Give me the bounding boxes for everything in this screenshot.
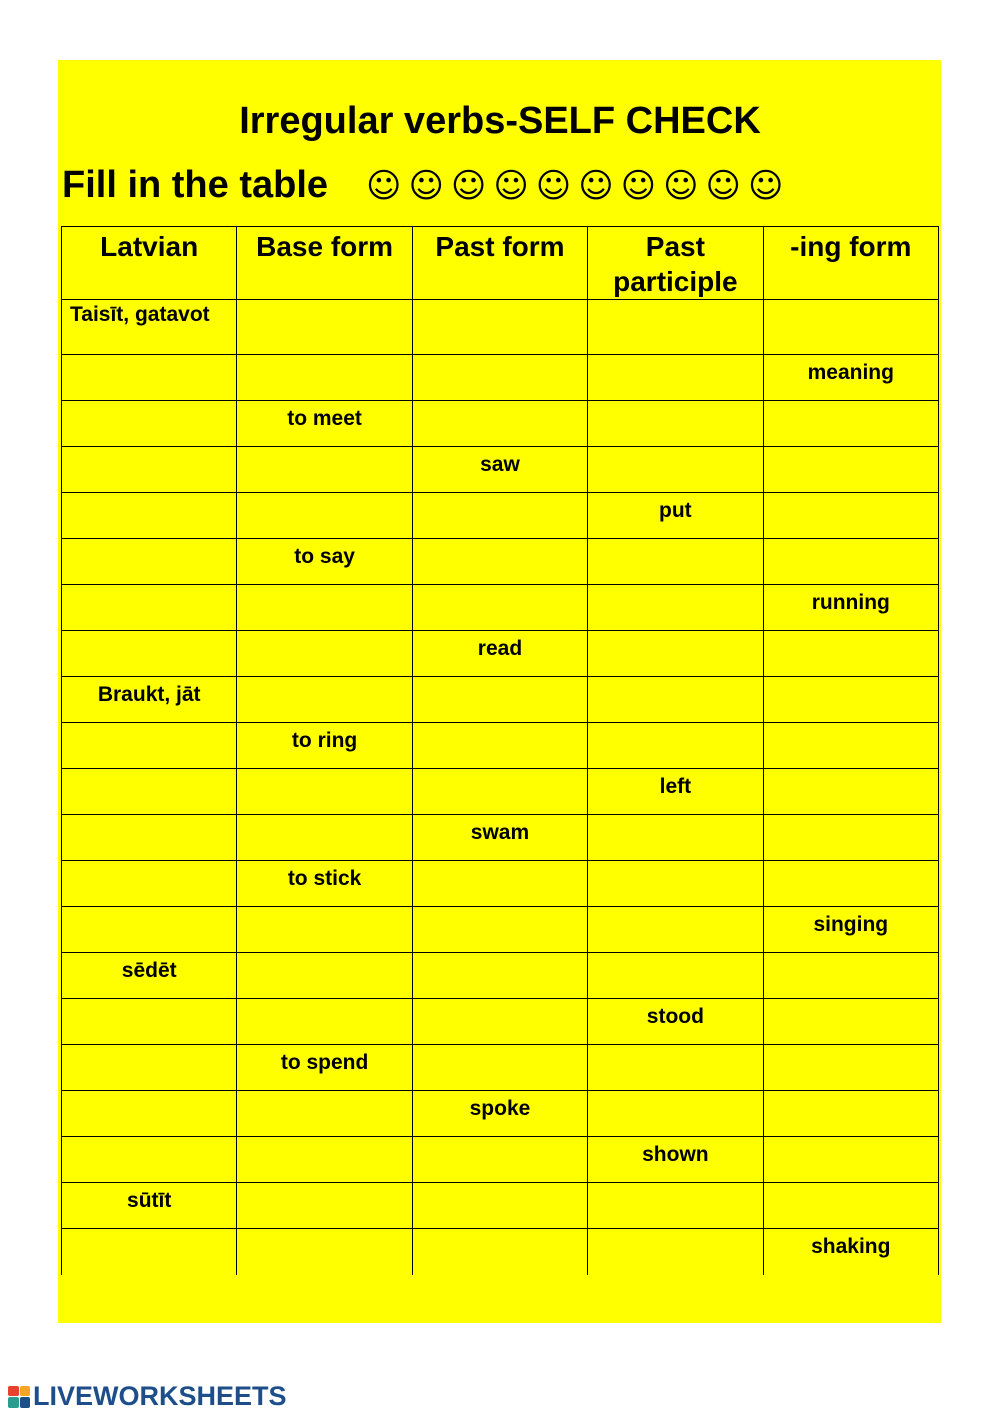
table-row [62,1183,939,1229]
answer-cell[interactable] [62,1137,237,1183]
given-cell: left [588,769,763,815]
branding [8,1381,287,1412]
answer-cell[interactable] [763,999,938,1045]
answer-cell[interactable] [588,355,763,401]
given-cell: to meet [237,401,412,447]
given-cell: Braukt, jāt [62,677,237,723]
answer-cell[interactable] [412,907,587,953]
logo-square [8,1386,19,1397]
table-row [62,355,939,401]
table-row [62,1045,939,1091]
answer-cell[interactable] [62,631,237,677]
table-row [62,723,939,769]
answer-cell[interactable] [763,300,938,355]
answer-cell[interactable] [412,999,587,1045]
answer-cell[interactable] [588,1229,763,1275]
answer-cell[interactable] [237,493,412,539]
answer-cell[interactable] [588,953,763,999]
answer-cell[interactable] [412,1229,587,1275]
answer-cell[interactable] [412,769,587,815]
answer-cell[interactable] [62,539,237,585]
answer-cell[interactable] [763,723,938,769]
table-row [62,953,939,999]
answer-cell[interactable] [588,401,763,447]
given-cell: to say [237,539,412,585]
answer-cell[interactable] [763,1183,938,1229]
answer-cell[interactable] [763,769,938,815]
answer-cell[interactable] [237,447,412,493]
answer-cell[interactable] [588,815,763,861]
liveworksheets-logo-icon [8,1386,30,1408]
table-row [62,300,939,355]
answer-cell[interactable] [412,677,587,723]
given-cell: to spend [237,1045,412,1091]
brand-name: LIVEWORKSHEETS [33,1381,287,1411]
answer-cell[interactable] [588,723,763,769]
given-cell: singing [763,907,938,953]
answer-cell[interactable] [237,1137,412,1183]
table-row [62,539,939,585]
answer-cell[interactable] [62,355,237,401]
answer-cell[interactable] [588,447,763,493]
answer-cell[interactable] [412,401,587,447]
answer-cell[interactable] [62,769,237,815]
header-past-form: Past form [412,227,587,300]
table-row [62,769,939,815]
answer-cell[interactable] [237,585,412,631]
answer-cell[interactable] [412,355,587,401]
logo-square [20,1386,31,1397]
answer-cell[interactable] [62,401,237,447]
answer-cell[interactable] [62,585,237,631]
answer-cell[interactable] [412,493,587,539]
answer-cell[interactable] [588,907,763,953]
answer-cell[interactable] [62,815,237,861]
answer-cell[interactable] [412,300,587,355]
given-cell: stood [588,999,763,1045]
given-cell: sūtīt [62,1183,237,1229]
answer-cell[interactable] [763,861,938,907]
answer-cell[interactable] [237,1229,412,1275]
answer-cell[interactable] [237,1183,412,1229]
answer-cell[interactable] [237,815,412,861]
header-base-form: Base form [237,227,412,300]
answer-cell[interactable] [588,539,763,585]
answer-cell[interactable] [62,447,237,493]
answer-cell[interactable] [412,585,587,631]
instruction-text: Fill in the table [62,164,329,206]
table-row [62,815,939,861]
given-cell: spoke [412,1091,587,1137]
verbs-table [61,226,939,1275]
answer-cell[interactable] [237,677,412,723]
given-cell: meaning [763,355,938,401]
answer-cell[interactable] [763,677,938,723]
given-cell: Taisīt, gatavot [62,300,237,355]
worksheet-title: Irregular verbs-SELF CHECK [239,100,761,142]
answer-cell[interactable] [763,1091,938,1137]
answer-cell[interactable] [412,723,587,769]
answer-cell[interactable] [763,401,938,447]
table-row [62,1091,939,1137]
header-latvian: Latvian [62,227,237,300]
given-cell: read [412,631,587,677]
answer-cell[interactable] [763,1045,938,1091]
answer-cell[interactable] [62,861,237,907]
table-row [62,907,939,953]
answer-cell[interactable] [412,539,587,585]
table-row [62,631,939,677]
given-cell: to stick [237,861,412,907]
answer-cell[interactable] [237,631,412,677]
given-cell: shaking [763,1229,938,1275]
table-row [62,999,939,1045]
answer-cell[interactable] [412,1137,587,1183]
answer-cell[interactable] [62,1229,237,1275]
answer-cell[interactable] [763,953,938,999]
answer-cell[interactable] [763,447,938,493]
table-header-row [62,227,939,300]
table-row [62,1137,939,1183]
given-cell: swam [412,815,587,861]
answer-cell[interactable] [412,1183,587,1229]
header-ing-form: -ing form [763,227,938,300]
table-row [62,585,939,631]
answer-cell[interactable] [237,999,412,1045]
answer-cell[interactable] [237,953,412,999]
answer-cell[interactable] [412,953,587,999]
answer-cell[interactable] [763,631,938,677]
answer-cell[interactable] [412,861,587,907]
answer-cell[interactable] [62,1045,237,1091]
answer-cell[interactable] [588,585,763,631]
given-cell: sēdēt [62,953,237,999]
table-row [62,493,939,539]
given-cell: running [763,585,938,631]
table-row [62,861,939,907]
smiley-row: ☺☺☺☺☺☺☺☺☺☺ [366,166,791,206]
answer-cell[interactable] [588,677,763,723]
answer-cell[interactable] [588,1045,763,1091]
given-cell: shown [588,1137,763,1183]
header-past-participle: Past participle [588,227,763,300]
answer-cell[interactable] [237,907,412,953]
answer-cell[interactable] [237,1091,412,1137]
table-row [62,677,939,723]
logo-square [8,1397,19,1408]
answer-cell[interactable] [237,300,412,355]
table-row [62,1229,939,1275]
answer-cell[interactable] [588,861,763,907]
answer-cell[interactable] [763,815,938,861]
answer-cell[interactable] [62,723,237,769]
logo-square [20,1397,31,1408]
answer-cell[interactable] [763,539,938,585]
answer-cell[interactable] [588,1091,763,1137]
given-cell: put [588,493,763,539]
answer-cell[interactable] [62,493,237,539]
answer-cell[interactable] [62,907,237,953]
answer-cell[interactable] [588,300,763,355]
answer-cell[interactable] [237,769,412,815]
table-row [62,401,939,447]
answer-cell[interactable] [588,631,763,677]
answer-cell[interactable] [763,1137,938,1183]
answer-cell[interactable] [62,1091,237,1137]
answer-cell[interactable] [62,999,237,1045]
answer-cell[interactable] [763,493,938,539]
answer-cell[interactable] [412,1045,587,1091]
answer-cell[interactable] [237,355,412,401]
given-cell: saw [412,447,587,493]
table-row [62,447,939,493]
given-cell: to ring [237,723,412,769]
answer-cell[interactable] [588,1183,763,1229]
